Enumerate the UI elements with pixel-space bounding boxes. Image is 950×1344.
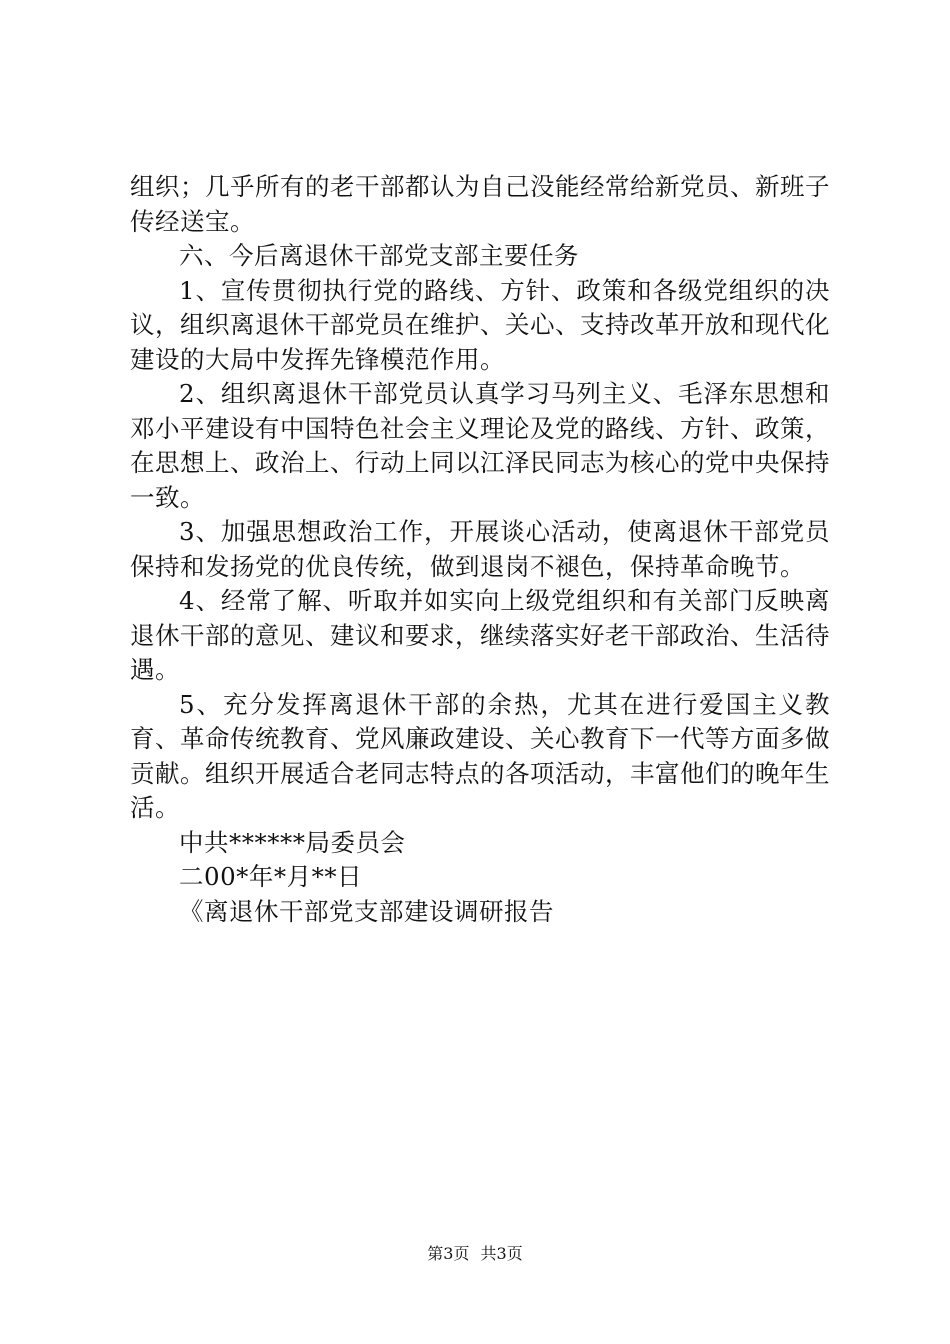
task-item-3: 3、加强思想政治工作，开展谈心活动，使离退休干部党员保持和发扬党的优良传统，做到退岗不褪色，保持革命晚节。: [130, 517, 830, 581]
signature-organization: 中共******局委员会: [179, 827, 406, 857]
task-item-1: 1、宣传贯彻执行党的路线、方针、政策和各级党组织的决议，组织离退休干部党员在维护、关心、支持改革开放和现代化建设的大局中发挥先锋模范作用。: [130, 275, 830, 374]
page-number-current: 第3页: [427, 1244, 470, 1263]
task-item-4: 4、经常了解、听取并如实向上级党组织和有关部门反映离退休干部的意见、建议和要求，继续落实好老干部政治、生活待遇。: [130, 586, 830, 684]
page-number-total: 共3页: [480, 1244, 523, 1263]
section-heading: 六、今后离退休干部党支部主要任务: [179, 241, 579, 270]
paragraph-continuation: 组织；几乎所有的老干部都认为自己没能经常给新党员、新班子传经送宝。: [130, 172, 830, 236]
task-item-5: 5、充分发挥离退休干部的余热，尤其在进行爱国主义教育、革命传统教育、党风廉政建设、关心教育下一代等方面多做贡献。组织开展适合老同志特点的各项活动，丰富他们的晚年生活。: [130, 689, 830, 822]
task-item-2: 2、组织离退休干部党员认真学习马列主义、毛泽东思想和邓小平建设有中国特色社会主义理论及党的路线、方针、政策，在思想上、政治上、行动上同以江泽民同志为核心的党中央保持一致。: [130, 379, 830, 512]
title-reference: 《离退休干部党支部建设调研报告: [179, 896, 554, 926]
signature-date: 二00*年*月**日: [179, 862, 363, 891]
page-footer: [0, 1244, 950, 1264]
document-body: [130, 170, 830, 929]
